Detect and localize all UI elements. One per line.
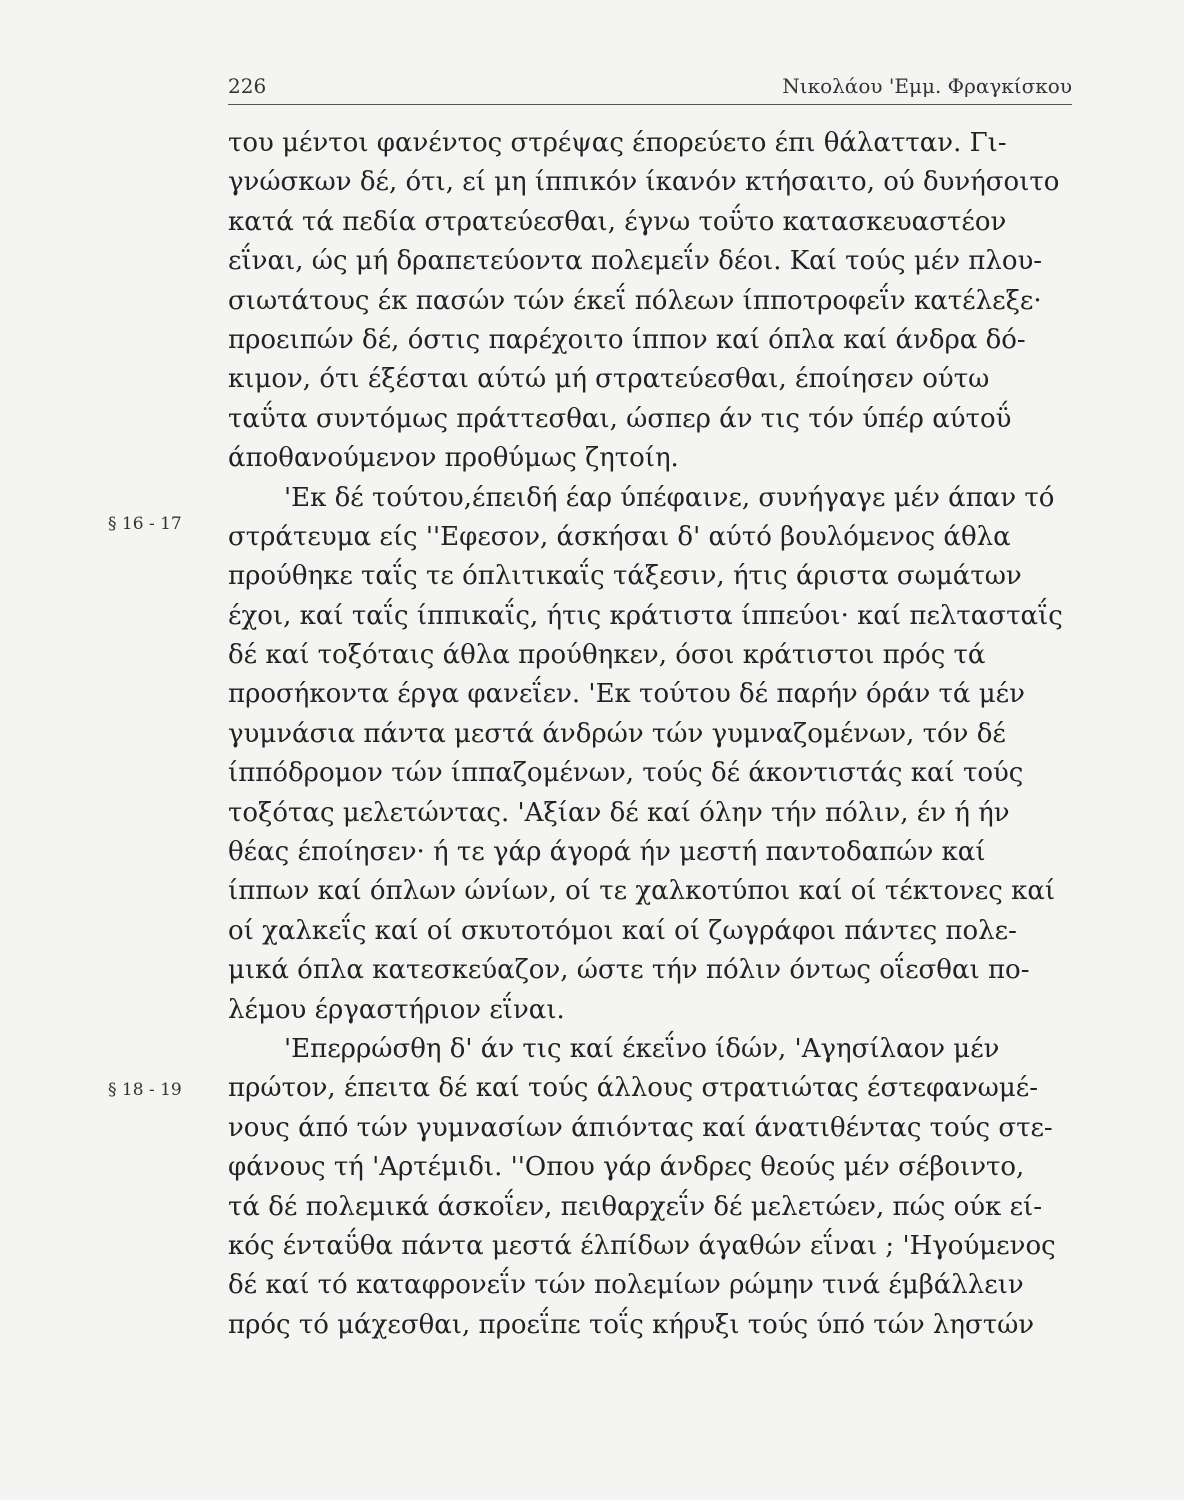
text-line: θέας έποίησεν· ή τε γάρ άγορά ήν μεστή παντοδαπών καί [228, 837, 986, 868]
text-line: γυμνάσια πάντα μεστά άνδρών τών γυμναζομένων, τόν δέ [228, 718, 1006, 749]
text-line: κατά τά πεδία στρατεύεσθαι, έγνω τοΰτο κατασκευαστέον [228, 206, 1007, 237]
margin-note-section-18-19: § 18 - 19 [108, 1080, 182, 1100]
text-line: τά δέ πολεμικά άσκοΐεν, πειθαρχεΐν δέ μελετώεν, πώς ούκ εί- [228, 1191, 1043, 1222]
text-line: ίππων καί όπλων ώνίων, οί τε χαλκοτύποι καί οί τέκτονες καί [228, 876, 1056, 907]
text-line: προσήκοντα έργα φανεΐεν. 'Εκ τούτου δέ παρήν όράν τά μέν [228, 679, 1025, 710]
text-line: νους άπό τών γυμνασίων άπιόντας καί άνατιθέντας τούς στε- [228, 1112, 1053, 1143]
text-line: 'Επερρώσθη δ' άν τις καί έκεΐνο ίδών, 'Αγησίλαον μέν [284, 1033, 1000, 1064]
running-title: Νικολάου 'Εμμ. Φραγκίσκου [782, 74, 1072, 98]
margin-note-section-16-17: § 16 - 17 [108, 514, 182, 534]
page-number: 226 [228, 74, 267, 98]
text-line: κιμον, ότι έξέσται αύτώ μή στρατεύεσθαι, έποίησεν ούτω [228, 364, 990, 395]
text-line: λέμου έργαστήριον εΐναι. [228, 994, 565, 1025]
text-line: στράτευμα είς ''Εφεσον, άσκήσαι δ' αύτό βουλόμενος άθλα [228, 521, 1011, 552]
text-line: προειπών δέ, όστις παρέχοιτο ίππον καί όπλα καί άνδρα δό- [228, 324, 1026, 355]
text-line: εΐναι, ώς μή δραπετεύοντα πολεμεΐν δέοι. Καί τούς μέν πλου- [228, 246, 1043, 277]
text-line: έχοι, καί ταΐς ίππικαΐς, ήτις κράτιστα ίππεύοι· καί πελτασταΐς [228, 600, 1063, 631]
text-line: μικά όπλα κατεσκεύαζον, ώστε τήν πόλιν όντως οΐεσθαι πο- [228, 955, 1030, 986]
text-line: πρός τό μάχεσθαι, προεΐπε τοΐς κήρυξι τούς ύπό τών ληστών [228, 1309, 1035, 1340]
text-line: δέ καί τό καταφρονεΐν τών πολεμίων ρώμην τινά έμβάλλειν [228, 1270, 1024, 1301]
text-line: φάνους τή 'Αρτέμιδι. ''Οπου γάρ άνδρες θεούς μέν σέβοιντο, [228, 1152, 1025, 1183]
text-line: γνώσκων δέ, ότι, εί μη ίππικόν ίκανόν κτήσαιτο, ού δυνήσοιτο [228, 167, 1060, 198]
text-line: πρώτον, έπειτα δέ καί τούς άλλους στρατιώτας έστεφανωμέ- [228, 1073, 1039, 1104]
text-line: σιωτάτους έκ πασών τών έκεΐ πόλεων ίπποτροφεΐν κατέλεξε· [228, 285, 1042, 316]
text-line: προύθηκε ταΐς τε όπλιτικαΐς τάξεσιν, ήτις άριστα σωμάτων [228, 561, 1022, 592]
text-line: τοξότας μελετώντας. 'Αξίαν δέ καί όλην τήν πόλιν, έν ή ήν [228, 797, 1010, 828]
text-line: του μέντοι φανέντος στρέψας έπορεύετο έπι θάλατταν. Γι- [228, 128, 1007, 158]
text-line: οί χαλκεΐς καί οί σκυτοτόμοι καί οί ζωγράφοι πάντες πολε- [228, 915, 1017, 946]
text-line: κός ένταΰθα πάντα μεστά έλπίδων άγαθών εΐναι ; 'Ηγούμενος [228, 1230, 1056, 1261]
page-header [228, 74, 1072, 105]
text-line: ταΰτα συντόμως πράττεσθαι, ώσπερ άν τις τόν ύπέρ αύτοΰ [228, 403, 1012, 434]
text-line: ίππόδρομον τών ίππαζομένων, τούς δέ άκοντιστάς καί τούς [228, 758, 1024, 789]
text-line: δέ καί τοξόταις άθλα προύθηκεν, όσοι κράτιστοι πρός τά [228, 640, 986, 671]
text-line: άποθανούμενον προθύμως ζητοίη. [228, 443, 679, 474]
text-line: 'Εκ δέ τούτου,έπειδή έαρ ύπέφαινε, συνήγαγε μέν άπαν τό [284, 482, 1055, 513]
body-text [228, 124, 1080, 1345]
